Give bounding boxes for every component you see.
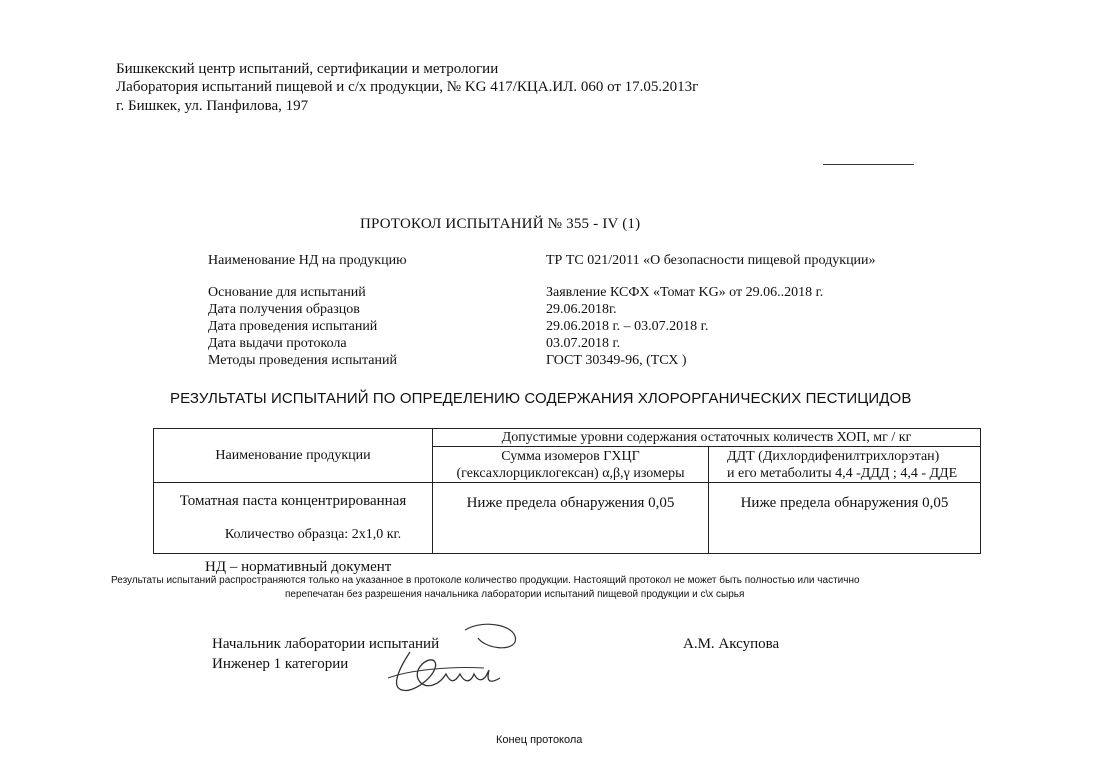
header-ddt-line2: и его метаболиты 4,4 -ДДД ; 4,4 - ДДЕ <box>727 465 958 481</box>
header-hch-line1: Сумма изомеров ГХЦГ <box>501 448 640 464</box>
head-title: Начальник лаборатории испытаний <box>212 636 440 652</box>
field-label: Основание для испытаний <box>208 285 366 300</box>
end-of-protocol: Конец протокола <box>496 734 583 746</box>
head-name: А.М. Аксупова <box>683 636 780 652</box>
lab-address: г. Бишкек, ул. Панфилова, 197 <box>116 98 309 114</box>
header-limits: Допустимые уровни содержания остаточных количеств ХОП, мг / кг <box>433 429 981 447</box>
field-label: Дата выдачи протокола <box>208 336 347 351</box>
field-label: Наименование НД на продукцию <box>208 253 407 268</box>
field-value: ГОСТ 30349-96, (ТСХ ) <box>546 353 687 368</box>
cell-product <box>154 483 433 554</box>
field-value: 29.06.2018г. <box>546 302 617 317</box>
disclaimer-line2: перепечатан без разрешения начальника лаборатории испытаний пищевой продукции и с\х сырья <box>285 589 745 600</box>
field-value: 29.06.2018 г. – 03.07.2018 г. <box>546 319 709 334</box>
protocol-title: ПРОТОКОЛ ИСПЫТАНИЙ № 355 - IV (1) <box>360 216 641 232</box>
results-table <box>153 428 981 554</box>
nd-note: НД – нормативный документ <box>205 559 392 575</box>
header-ddt <box>709 447 981 483</box>
header-ddt-line1: ДДТ (Дихлордифенилтрихлорэтан) <box>727 448 940 464</box>
handwritten-signature <box>380 612 530 712</box>
field-value: ТР ТС 021/2011 «О безопасности пищевой продукции» <box>546 253 876 268</box>
field-label: Дата получения образцов <box>208 302 360 317</box>
engineer-title: Инженер 1 категории <box>212 656 349 672</box>
cell-hch: Ниже предела обнаружения 0,05 <box>433 483 709 554</box>
header-rule <box>823 164 914 165</box>
field-label: Методы проведения испытаний <box>208 353 397 368</box>
product-name: Томатная паста концентрированная <box>179 493 407 509</box>
lab-name: Лаборатория испытаний пищевой и с/х продукции, № KG 417/КЦА.ИЛ. 060 от 17.05.2013г <box>116 79 699 95</box>
table-row <box>154 483 981 554</box>
disclaimer-line1: Результаты испытаний распространяются только на указанное в протоколе количество продукции. Настоящий протокол не может быть полностью или частично <box>111 575 860 586</box>
sample-quantity: Количество образца: 2х1,0 кг. <box>224 527 402 542</box>
header-hch-line2: (гексахлорциклогексан) α,β,γ изомеры <box>456 465 685 481</box>
org-name: Бишкекский центр испытаний, сертификации и метрологии <box>116 61 499 77</box>
field-value: 03.07.2018 г. <box>546 336 621 351</box>
header-product: Наименование продукции <box>154 429 433 483</box>
header-hch <box>433 447 709 483</box>
field-value: Заявление КСФХ «Томат KG» от 29.06..2018 г. <box>546 285 824 300</box>
field-label: Дата проведения испытаний <box>208 319 378 334</box>
cell-ddt: Ниже предела обнаружения 0,05 <box>709 483 981 554</box>
results-title: РЕЗУЛЬТАТЫ ИСПЫТАНИЙ ПО ОПРЕДЕЛЕНИЮ СОДЕРЖАНИЯ ХЛОРОРГАНИЧЕСКИХ ПЕСТИЦИДОВ <box>170 390 912 407</box>
